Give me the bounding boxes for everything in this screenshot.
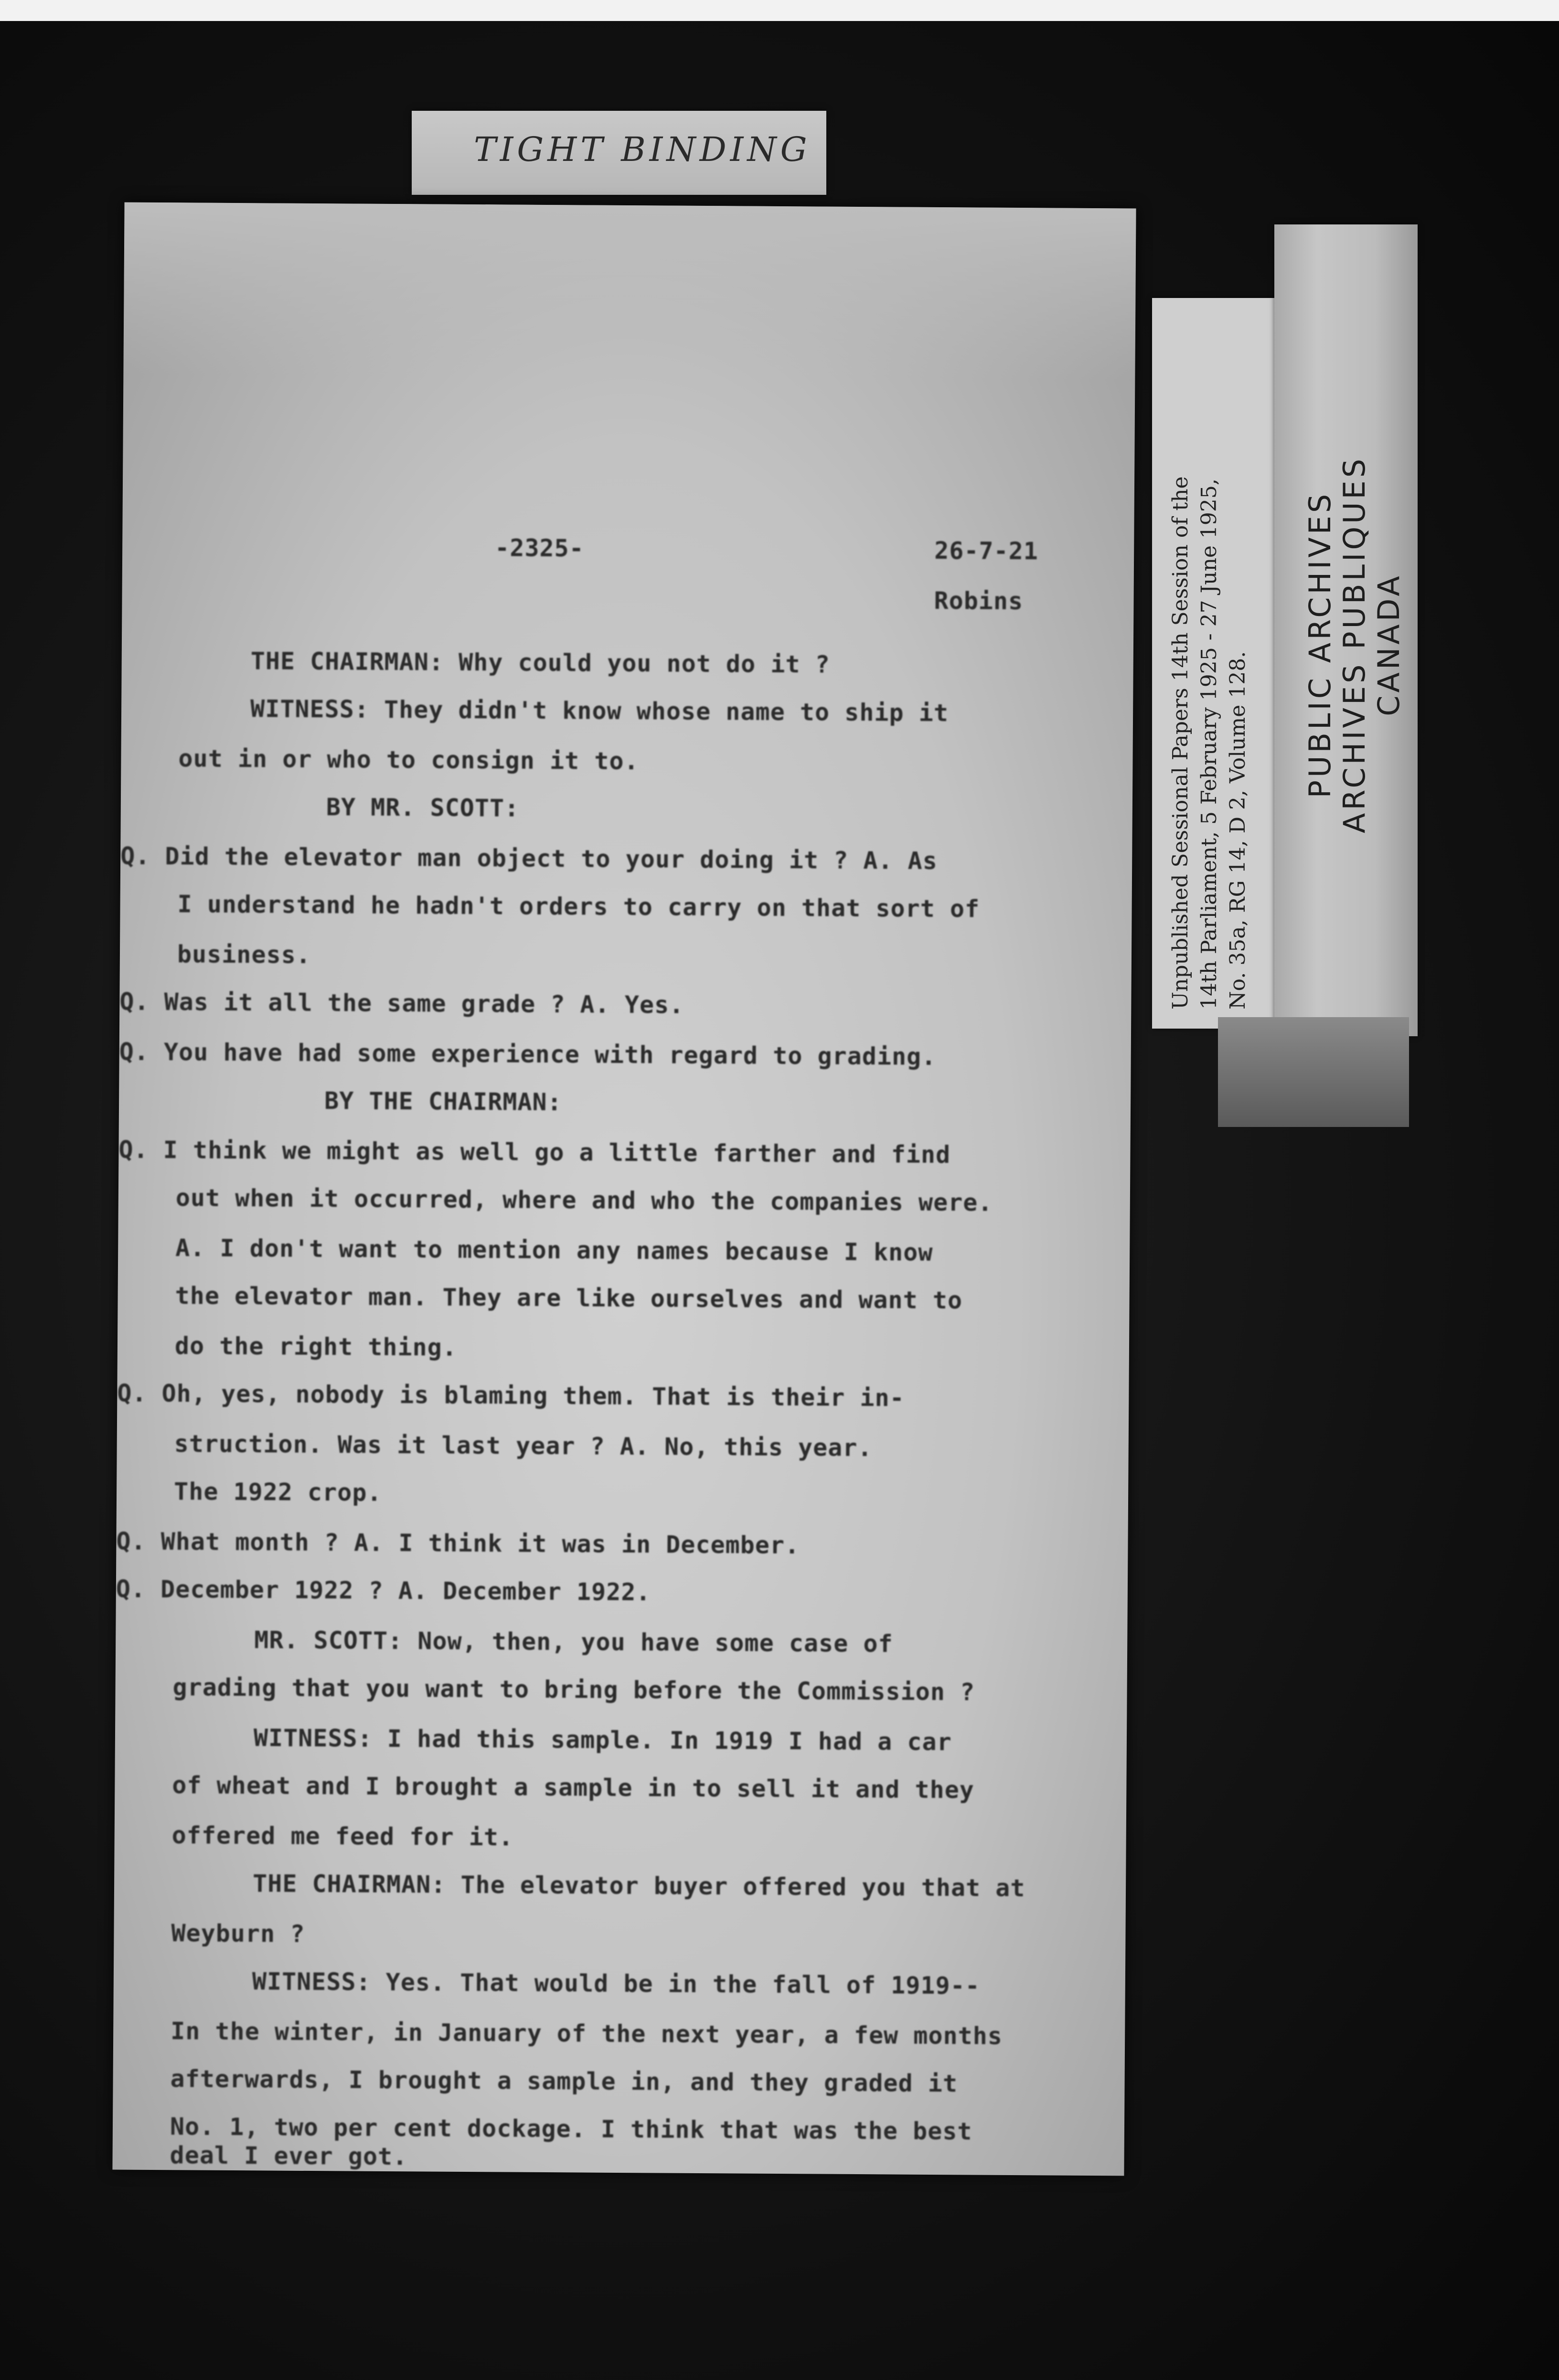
document-line: WITNESS: Yes. That would be in the fall of 1919-- [252, 1967, 981, 2000]
archives-stamp [1303, 406, 1406, 883]
binding-slip [412, 111, 826, 195]
document-line: Q. Was it all the same grade ? A. Yes. [119, 988, 684, 1019]
document-line: the elevator man. They are like ourselves and want to [175, 1282, 963, 1315]
document-line: grading that you want to bring before the Commission ? [172, 1673, 975, 1706]
document-text [112, 202, 1136, 2176]
document-line: No. 1, two per cent dockage. I think that was the best [170, 2113, 972, 2146]
document-line: Weyburn ? [171, 1919, 305, 1948]
document-line: Q. What month ? A. I think it was in December. [116, 1527, 800, 1560]
document-line: Q. You have had some experience with regard to grading. [119, 1038, 937, 1071]
stamp-line: PUBLIC ARCHIVES [1303, 491, 1337, 798]
film-top-edge [0, 0, 1559, 21]
document-line: out in or who to consign it to. [178, 744, 639, 776]
document-line: WITNESS: They didn't know whose name to ship it [250, 695, 949, 727]
binding-slip-text: TIGHT BINDING [474, 130, 811, 169]
document-line: business. [177, 940, 311, 969]
document-line: THE CHAIRMAN: Why could you not do it ? [250, 647, 830, 679]
document-line: struction. Was it last year ? A. No, this year. [174, 1430, 873, 1462]
document-line: Q. I think we might as well go a little farther and find [118, 1136, 951, 1169]
archive-reference-line: Unpublished Sessional Papers 14th Session of the [1168, 476, 1193, 1009]
document-line: do the right thing. [174, 1332, 458, 1361]
document-line: Q. Did the elevator man object to your doing it ? A. As [120, 842, 938, 875]
reference-number: 26-7-21 [934, 536, 1039, 565]
archive-reference-line: No. 35a, RG 14, D 2, Volume 128. [1226, 651, 1250, 1009]
document-line: afterwards, I brought a sample in, and they graded it [170, 2065, 958, 2098]
archive-reference-label [1152, 298, 1277, 1029]
document-line: In the winter, in January of the next year, a few months [171, 2017, 1003, 2050]
document-line: WITNESS: I had this sample. In 1919 I had a car [253, 1724, 952, 1756]
document-line: out when it occurred, where and who the companies were. [175, 1184, 993, 1217]
document-line: A. I don't want to mention any names because I know [175, 1234, 933, 1266]
document-line: THE CHAIRMAN: The elevator buyer offered you that at [252, 1870, 1025, 1902]
document-page [112, 202, 1136, 2176]
section-heading: BY MR. SCOTT: [326, 793, 520, 822]
document-line: Q. December 1922 ? A. December 1922. [116, 1575, 651, 1606]
document-line: MR. SCOTT: Now, then, you have some case of [254, 1626, 893, 1658]
page-number: -2325- [495, 534, 584, 563]
witness-name: Robins [934, 586, 1024, 616]
section-heading: BY THE CHAIRMAN: [324, 1087, 562, 1116]
document-line: deal I ever got. [170, 2141, 408, 2171]
document-line: of wheat and I brought a sample in to sell it and they [172, 1771, 975, 1804]
archive-reference-text [1166, 312, 1252, 1009]
archive-reference-line: 14th Parliament, 5 February 1925 - 27 June 1925, [1197, 478, 1221, 1009]
archives-stamp-card [1274, 224, 1418, 1036]
stamp-line: CANADA [1371, 573, 1406, 716]
document-line: offered me feed for it. [171, 1821, 514, 1851]
document-line: I understand he hadn't orders to carry on that sort of [177, 890, 980, 923]
document-line: The 1922 crop. [173, 1477, 382, 1507]
card-base-shadow [1218, 1017, 1409, 1127]
document-line: Q. Oh, yes, nobody is blaming them. That is their in- [117, 1379, 905, 1412]
stamp-line: ARCHIVES PUBLIQUES [1337, 456, 1372, 834]
